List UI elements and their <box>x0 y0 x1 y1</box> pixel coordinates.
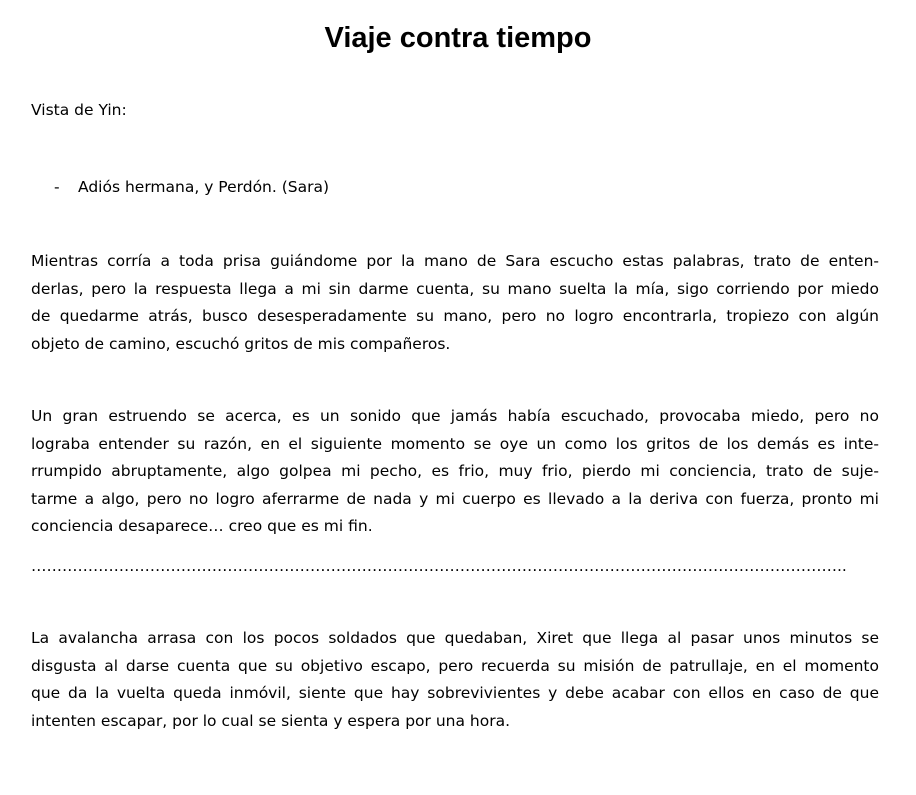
paragraph-line: que da la vuelta queda inmóvil, siente que hay sobrevivientes y debe acabar con ellos en caso de que <box>31 684 879 702</box>
paragraph-line: conciencia desaparece… creo que es mi fin. <box>31 517 373 535</box>
paragraph-line: La avalancha arrasa con los pocos soldados que quedaban, Xiret que llega al pasar unos minutos se <box>31 629 879 647</box>
dialogue-line <box>54 174 329 202</box>
paragraph-line: lograba entender su razón, en el siguiente momento se oye un como los gritos de los demás es inte- <box>31 434 879 453</box>
paragraph-line: intenten escapar, por lo cual se sienta y espera por una hora. <box>31 711 511 730</box>
paragraph-line: Un gran estruendo se acerca, es un sonido que jamás había escuchado, provocaba miedo, pero no <box>31 407 879 425</box>
paragraph-2 <box>31 403 879 541</box>
paragraph-line: de quedarme atrás, busco desesperadamente su mano, pero no logro encontrarla, tropiezo con algún <box>31 307 879 325</box>
paragraph-line: Mientras corría a toda prisa guiándome por la mano de Sara escucho estas palabras, trato de enten- <box>31 252 879 270</box>
paragraph-line: objeto de camino, escuchó gritos de mis compañeros. <box>31 334 451 353</box>
dialogue-bullet: - <box>54 178 60 196</box>
paragraph-line: rrumpido abruptamente, algo golpea mi pecho, es frio, muy frio, pierdo mi conciencia, trato de suje- <box>31 462 879 480</box>
dialogue-text: Adiós hermana, y Perdón. (Sara) <box>78 178 330 196</box>
paragraph-line: disgusta al darse cuenta que su objetivo escapo, pero recuerda su misión de patrullaje, en el momento <box>31 656 879 675</box>
section-separator: ………………………………………………………………………………………………………………………………………….. <box>31 557 847 575</box>
paragraph-1 <box>31 248 879 358</box>
document-title: Viaje contra tiempo <box>324 22 592 54</box>
paragraph-line: tarme a algo, pero no logro aferrarme de nada y mi cuerpo es llevado a la deriva con fuerza, pronto mi <box>31 489 879 508</box>
paragraph-line: derlas, pero la respuesta llega a mi sin darme cuenta, su mano suelta la mía, sigo corriendo por miedo <box>31 279 879 298</box>
paragraph-3 <box>31 625 879 735</box>
pov-heading: Vista de Yin: <box>31 101 127 119</box>
